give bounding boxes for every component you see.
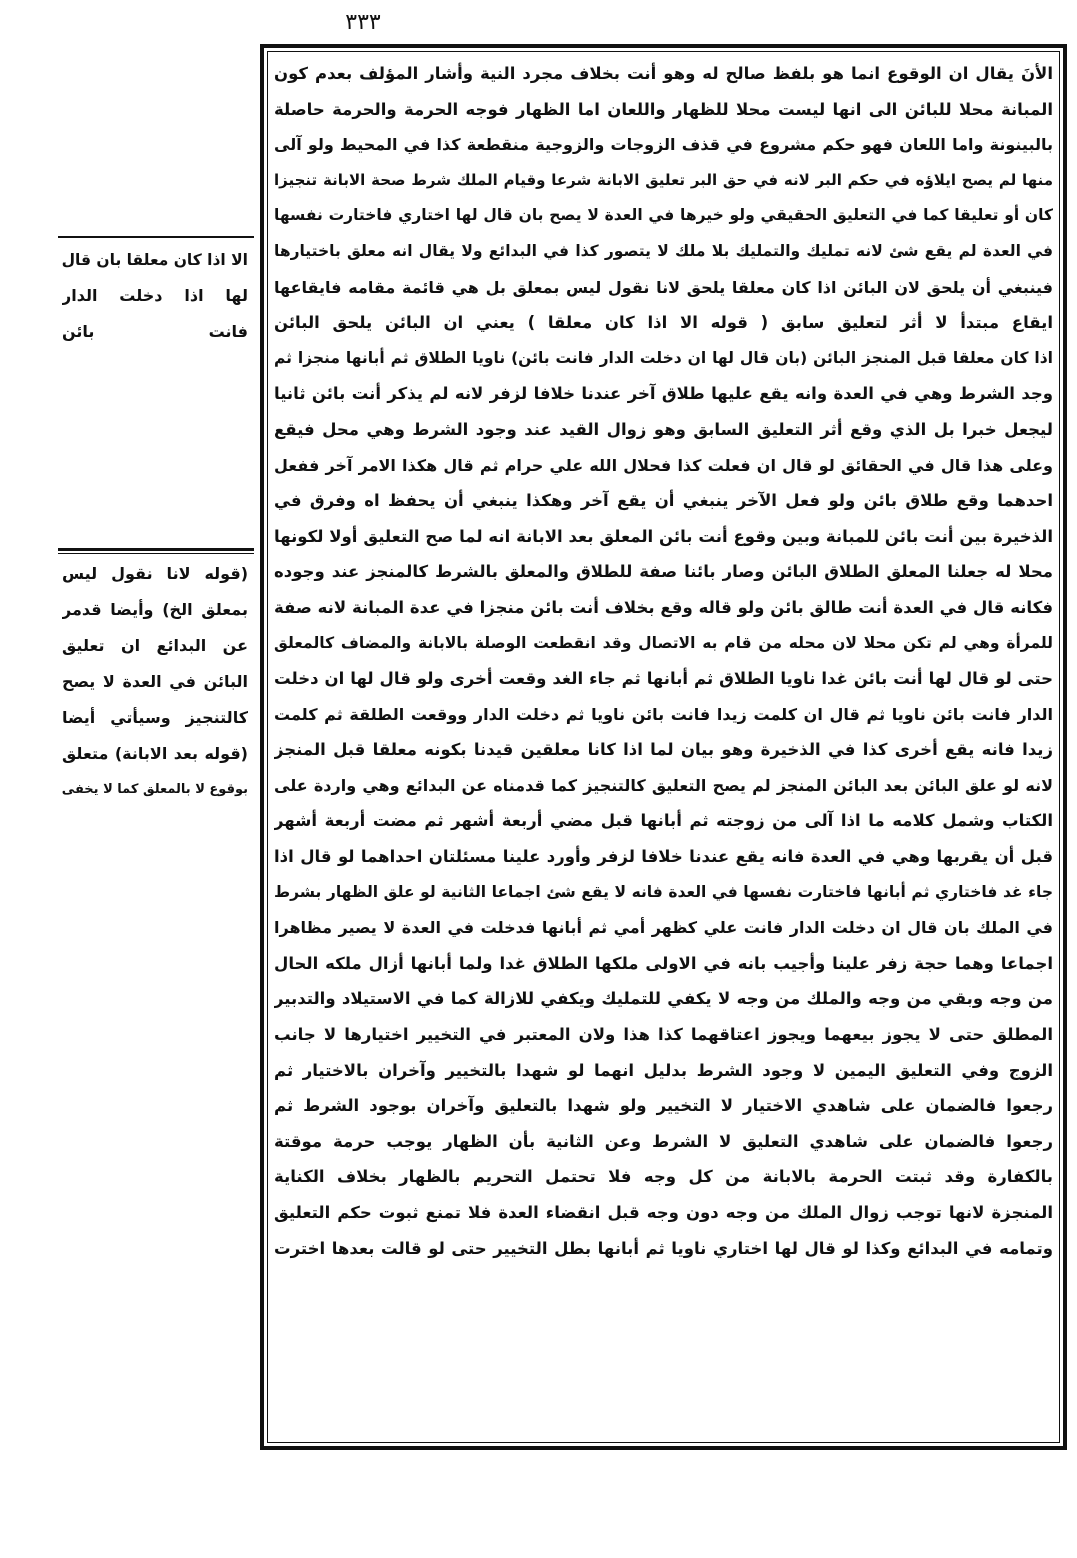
margin-commentary-line: عن البدائع ان تعليق — [62, 636, 248, 655]
main-text-line: الزوج وفي التعليق اليمين لا وجود الشرط بدليل انهما لو شهدا بالتخيير وآخران بالاختيار ثم — [274, 1060, 1053, 1080]
main-text-line: المطلق حتى لا يجوز بيعهما ويجوز اعتاقهما كذا هذا ولان المعتبر في التخيير اختيارها لا جانب — [274, 1025, 1053, 1045]
main-text-line: للمرأة وهي لم تكن محلا لان محله من قام به الاتصال وقد انقطعت الوصلة بالابانة والمضاف كالمعلق — [274, 633, 1053, 652]
margin-matn-box — [58, 236, 254, 551]
main-text-line: لانه لو علق البائن بعد البائن المنجز لم يصح التعليق كالتنجيز كما قدمناه عن البدائع وهي واردة على — [274, 775, 1053, 795]
main-text-line: جاء غد فاختاري ثم أبانها فاختارت نفسها في العدة فانه لا يقع شئ اجماعا الثانية لو علق الظهار بشرط — [274, 882, 1053, 901]
margin-commentary-line: بمعلق الخ) وأيضا قدمر — [62, 600, 248, 619]
main-text-line: رجعوا فالضمان على شاهدي الاختيار لا التخيير ولو شهدا بالتعليق وآخران بوجود الشرط ثم — [274, 1096, 1053, 1116]
main-text-body — [274, 56, 1053, 1440]
main-text-line: بالبينونة واما اللعان فهو حكم مشروع في قذف الزوجات والزوجية منقطعة كذا في المحيط ولو آلى — [274, 135, 1053, 155]
main-text-line: المنجزة لانها توجب زوال الملك من وجه دون وجه قبل انقضاء العدة فلا تمنع ثبوت حكم التعليق — [274, 1203, 1053, 1222]
margin-commentary-line: (قوله بعد الابانة) متعلق — [62, 744, 248, 763]
main-text-line: وجد الشرط وهي في العدة وانه يقع عليها طلاق آخر عندنا خلافا لزفر لانه لم يذكر أنت بائن ثانيا — [274, 384, 1053, 404]
main-text-line: في الملك بان قال ان دخلت الدار فانت علي كظهر أمي ثم أبانها فدخلت في العدة لا يصير مظاهرا — [274, 918, 1053, 938]
main-text-line: وعلى هذا قال في الحقائق لو قال ان فعلت كذا فحلال الله علي حرام ثم قال هكذا الامر آخر ففعل — [274, 455, 1053, 475]
margin-commentary-line: (قوله لانا نقول ليس — [62, 564, 248, 583]
main-text-line: كان أو تعليقا كما في التعليق الحقيقي ولو خيرها في العدة لا يصح بان قال لها اختاري فاختارت نفسها — [274, 206, 1053, 225]
page-number: ٣٣٣ — [345, 10, 381, 35]
main-text-line: فينبغي أن يلحق لان البائن اذا كان معلقا يلحق لانا نقول ليس بمعلق بل هي قائمة مقامه فايقاعها — [274, 277, 1053, 297]
main-text-line: زيدا فانه يقع أخرى كذا في الذخيرة وهو بيان لما اذا كانا معلقين قيدنا بكونه معلقا قبل المنجز — [274, 740, 1053, 760]
main-text-line: وتمامه في البدائع وكذا لو قال لها اختاري ناويا ثم أبانها بطل التخيير حتى لو قالت بعدها اخترت — [274, 1238, 1053, 1258]
main-text-line: الكتاب وشمل كلامه ما اذا آلى من زوجته ثم أبانها قبل مضي أربعة أشهر ثم مضت أربعة أشهر — [274, 811, 1053, 831]
main-text-line: منها لم يصح ايلاؤه في حكم البر لانه في حق البر تعليق الابانة شرعا وقيام الملك شرط صحة الابانة تنجيزا — [274, 170, 1053, 189]
main-text-line: رجعوا فالضمان على شاهدي التعليق لا الشرط وعن الثانية بأن الظهار يوجب حرمة موقتة — [274, 1131, 1053, 1151]
main-text-line: في العدة لم يقع شئ لانه تمليك والتمليك بلا ملك لا يتصور كذا في البدائع ولا يقال انه معلق باختيارها — [274, 241, 1053, 260]
main-text-line: من وجه وبقي من وجه والملك من وجه لا يكفي للتمليك ويكفي للازالة كما في الاستيلاد والتدبير — [274, 989, 1053, 1009]
margin-commentary-line: بوقوع لا بالمعلق كما لا يخفى — [62, 782, 248, 797]
margin-matn-line: الا اذا كان معلقا بان قال — [62, 251, 248, 269]
main-text-line: فكانه قال في العدة أنت طالق بائن ولو قاله وقع بخلاف أنت بائن منجزا في عدة المبانة لانه صفة — [274, 597, 1053, 617]
margin-matn-line: فانت بائن — [62, 322, 248, 341]
margin-commentary-box — [58, 553, 254, 808]
main-text-line: ليجعل خبرا بل الذي وقع أثر التعليق السابق وهو زوال القيد عند وجود الشرط وهي محل فيقع — [274, 419, 1053, 439]
main-text-line: قبل أن يقربها وهي في العدة فانه يقع عندنا خلافا لزفر وأورد علينا مسئلتان احداهما لو قال اذا — [274, 847, 1053, 867]
main-text-line: بالكفارة وقد ثبتت الحرمة بالابانة من كل وجه فلا تحتمل التحريم بالظهار بخلاف الكناية — [274, 1167, 1053, 1187]
main-text-line: الذخيرة بين أنت بائن للمبانة وبين وقوع أنت بائن المعلق بعد الابانة انه لما صح التعليق أولا لكونها — [274, 526, 1053, 546]
main-text-line: الدار فانت بائن ناويا ثم قال ان كلمت زيدا فانت بائن ناويا ثم دخلت الدار ووقعت الطلقة ثم كلمت — [274, 704, 1053, 724]
main-text-line: المبانة محلا للبائن الى انها ليست محلا للظهار واللعان اما الظهار فوجه الحرمة والحرمة حاصلة — [274, 99, 1053, 119]
margin-commentary-line: كالتنجيز وسيأتي أيضا — [62, 708, 248, 727]
main-text-line: الأنَ يقال ان الوقوع انما هو بلفظ صالح له وهو أنت بخلاف مجرد النية وأشار المؤلف بعدم كون — [274, 64, 1053, 83]
main-text-line: احدهما وقع طلاق بائن ولو فعل الآخر ينبغي أن يقع آخر وهكذا ينبغي أن يحفظ اه وفرق في — [274, 491, 1053, 511]
main-text-line: محلا له جعلنا المعلق الطلاق البائن وصار بائنا صفة للطلاق والمعلق بالشرط كالمنجز عند وجوده — [274, 562, 1053, 582]
main-text-line: اجماعا وهما حجة زفر علينا وأجيب بانه في الاولى ملكها الطلاق غدا ولما أبانها أزال ملكه الحال — [274, 953, 1053, 973]
margin-commentary-line: البائن في العدة لا يصح — [62, 672, 248, 691]
main-text-line: ايقاع مبتدأ لا أثر لتعليق سابق ( قوله الا اذا كان معلقا ) يعني ان البائن يلحق البائن — [274, 313, 1053, 333]
main-text-line: حتى لو قال لها أنت بائن غدا ناويا الطلاق ثم أبانها ثم جاء الغد وقعت أخرى ولو قال لها ان دخلت — [274, 669, 1053, 689]
margin-matn-line: لها اذا دخلت الدار — [62, 286, 248, 305]
main-text-line: اذا كان معلقا قبل المنجز البائن (بان قال لها ان دخلت الدار فانت بائن) ناويا الطلاق ثم أبانها منجزا ثم — [274, 348, 1053, 367]
main-text-frame — [260, 44, 1067, 1450]
